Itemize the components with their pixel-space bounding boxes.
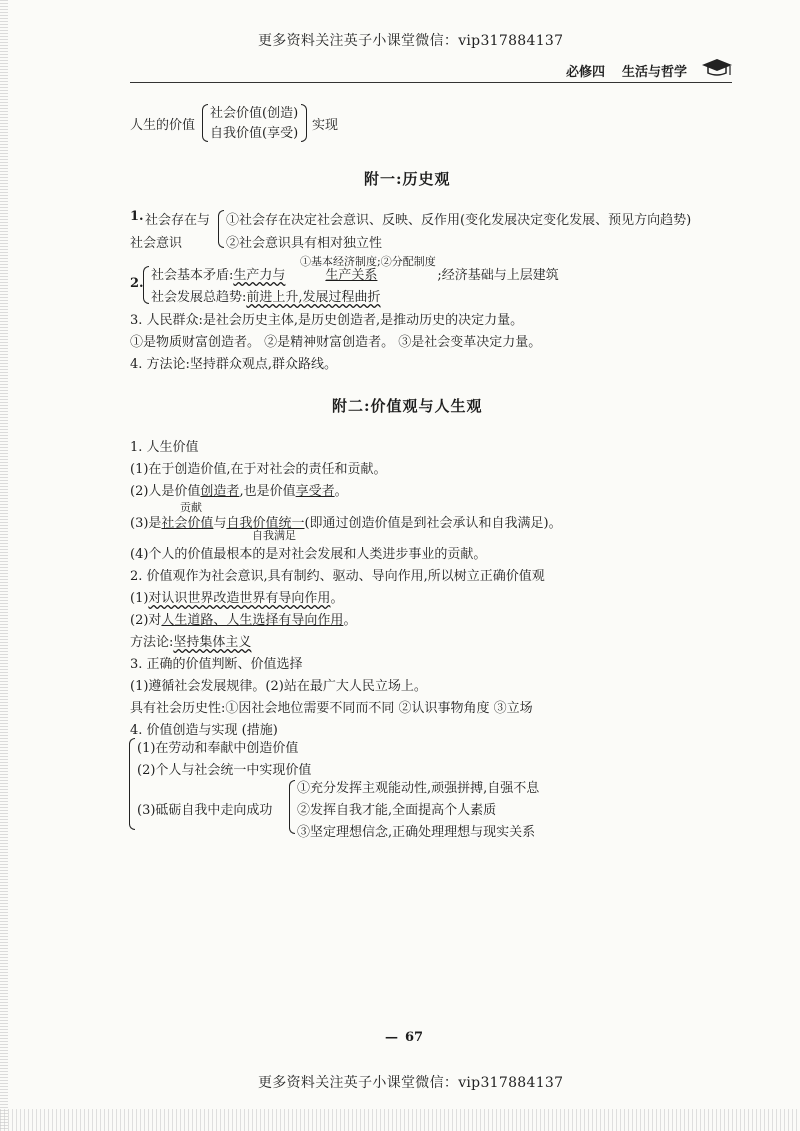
s4-item2: (2)个人与社会统一中实现价值 — [137, 763, 312, 778]
item1-label-b: 社会意识 — [130, 236, 183, 251]
appendix2-title: 附二:价值观与人生观 — [332, 397, 483, 415]
s4-item3-c: ③坚定理想信念,正确处理理想与现实关系 — [297, 825, 536, 840]
brace — [143, 266, 149, 304]
s1-item1: (1)在于创造价值,在于对社会的责任和贡献。 — [130, 462, 387, 477]
item1-line1: ①社会存在决定社会意识、反映、反作用(变化发展决定变化发展、预见方向趋势) — [226, 213, 692, 228]
item2-num: 2. — [130, 276, 144, 291]
item2-line1: 社会基本矛盾:生产力与 生产关系 ;经济基础与上层建筑 — [151, 268, 559, 283]
scan-edge-bottom — [0, 1109, 800, 1131]
page-dash: — — [385, 1030, 398, 1045]
s2-method: 方法论:坚持集体主义 — [130, 635, 252, 650]
item1-label-a: 社会存在与 — [145, 213, 211, 228]
brace — [301, 104, 307, 142]
life-value-suffix: 实现 — [312, 118, 339, 133]
brace — [218, 210, 224, 248]
life-value-self: 自我价值(享受) — [210, 126, 299, 141]
brace — [289, 780, 295, 834]
item2-note: ①基本经济制度;②分配制度 — [300, 255, 436, 268]
brace — [202, 104, 208, 142]
item1-num: 1. — [130, 209, 144, 224]
item1-line2: ②社会意识具有相对独立性 — [226, 236, 383, 251]
s4-item3-a: ①充分发挥主观能动性,顽强拼搏,自强不息 — [297, 781, 540, 796]
s1-item3-note-top: 贡献 — [180, 501, 202, 514]
s1-item4: (4)个人的价值最根本的是对社会发展和人类进步事业的贡献。 — [130, 547, 487, 562]
header-subject: 生活与哲学 — [622, 65, 688, 80]
s4-item1: (1)在劳动和奉献中创造价值 — [137, 741, 299, 756]
s3-heading: 3. 正确的价值判断、价值选择 — [130, 657, 303, 672]
appendix1-title: 附一:历史观 — [364, 170, 451, 188]
header-volume: 必修四 — [566, 65, 606, 80]
watermark-top: 更多资料关注英子小课堂微信：vip317884137 — [258, 33, 564, 49]
s3-item2: 具有社会历史性:①因社会地位需要不同而不同 ②认识事物角度 ③立场 — [130, 701, 533, 716]
scan-edge-left — [0, 0, 8, 1131]
page-number: 67 — [405, 1030, 424, 1045]
brace — [129, 738, 135, 830]
s3-item1: (1)遵循社会发展规律。(2)站在最广大人民立场上。 — [130, 679, 427, 694]
s1-item3-note-bottom: 自我满足 — [252, 529, 296, 542]
s2-item1: (1)对认识世界改造世界有导向作用。 — [130, 591, 344, 606]
s1-item3: (3)是社会价值与自我价值统一(即通过创造价值是到社会承认和自我满足)。 — [130, 516, 562, 531]
item3-sub: ①是物质财富创造者。 ②是精神财富创造者。 ③是社会变革决定力量。 — [130, 335, 542, 350]
s4-heading: 4. 价值创造与实现 (措施) — [130, 723, 278, 738]
item2-line2: 社会发展总趋势:前进上升,发展过程曲折 — [151, 290, 381, 305]
header-rule — [130, 82, 732, 83]
graduation-cap-icon — [700, 56, 734, 78]
s1-item2: (2)人是价值创造者,也是价值享受者。 — [130, 484, 348, 499]
watermark-bottom: 更多资料关注英子小课堂微信：vip317884137 — [258, 1075, 564, 1091]
life-value-social: 社会价值(创造) — [210, 106, 299, 121]
s4-item3-b: ②发挥自我才能,全面提高个人素质 — [297, 803, 497, 818]
s2-heading: 2. 价值观作为社会意识,具有制约、驱动、导向作用,所以树立正确价值观 — [130, 569, 545, 584]
item4: 4. 方法论:坚持群众观点,群众路线。 — [130, 357, 338, 372]
s2-item2: (2)对人生道路、人生选择有导向作用。 — [130, 613, 357, 628]
s4-item3: (3)砥砺自我中走向成功 — [137, 803, 273, 818]
life-value-prefix: 人生的价值 — [130, 118, 196, 133]
item3: 3. 人民群众:是社会历史主体,是历史创造者,是推动历史的决定力量。 — [130, 313, 524, 328]
s1-heading: 1. 人生价值 — [130, 440, 199, 455]
